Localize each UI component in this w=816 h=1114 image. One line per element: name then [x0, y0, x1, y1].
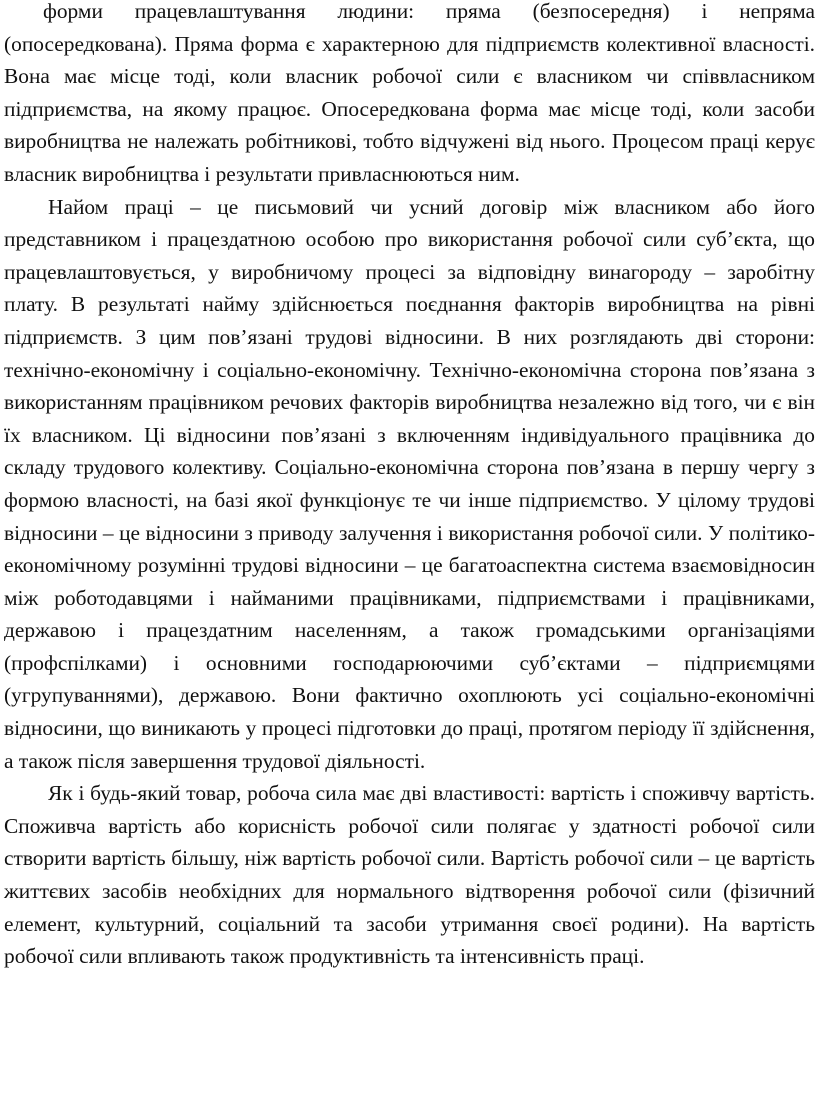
paragraph-labor-value: Як і будь-який товар, робоча сила має дві властивості: вартість і споживчу вартість. Споживча вартість або корисність робочої сили полягає у здатності робочої сили створити вартість більшу, ніж вартість робочої сили. Вартість робочої сили – це вартість життєвих засобів необхідних для нормального відтворення робочої сили (фізичний елемент, культурний, соціальний та засоби утримання своєї родини). На вартість робочої сили впливають також продуктивність та інтенсивність праці. [4, 781, 815, 969]
paragraph-labor-hiring: Найом праці – це письмовий чи усний договір між власником або його представником і працездатною особою про використання робочої сили суб’єкта, що працевлаштовується, у виробничому процесі за відповідну винагороду – заробітну плату. В результаті найму здійснюється поєднання факторів виробництва на рівні підприємств. З цим пов’язані трудові відносини. В них розглядають дві сторони: технічно-економічну і соціально-економічну. Технічно-економічна сторона пов’язана з використанням працівником речових факторів виробництва незалежно від того, чи є він їх власником. Ці відносини пов’язані з включенням індивідуального працівника до складу трудового колективу. Соціально-економічна сторона пов’язана в першу чергу з формою власності, на базі якої функціонує те чи інше підприємство. У цілому трудові відносини – це відносини з приводу залучення і використання робочої сили. У політико-економічному розумінні трудові відносини – це багатоаспектна система взаємовідносин між роботодавцями і найманими працівниками, підприємствами і працівниками, державою і працездатним населенням, а також громадськими організаціями (профспілками) і основними господарюючими суб’єктами – підприємцями (угрупуваннями), державою. Вони фактично охоплюють усі соціально-економічні відносини, що виникають у процесі підготовки до праці, протягом періоду її здійснення, а також після завершення трудової діяльності. [4, 194, 815, 773]
paragraph-continuation: форми працевлаштування людини: пряма (безпосередня) і непряма (опосередкована). Пряма форма є характерною для підприємств колективної власності. Вона має місце тоді, коли власник робочої сили є власником чи співвласником підприємства, на якому працює. Опосередкована форма має місце тоді, коли засоби виробництва не належать робітникові, тобто відчужені від нього. Процесом праці керує власник виробництва і результати привласнюються ним. [4, 0, 815, 186]
